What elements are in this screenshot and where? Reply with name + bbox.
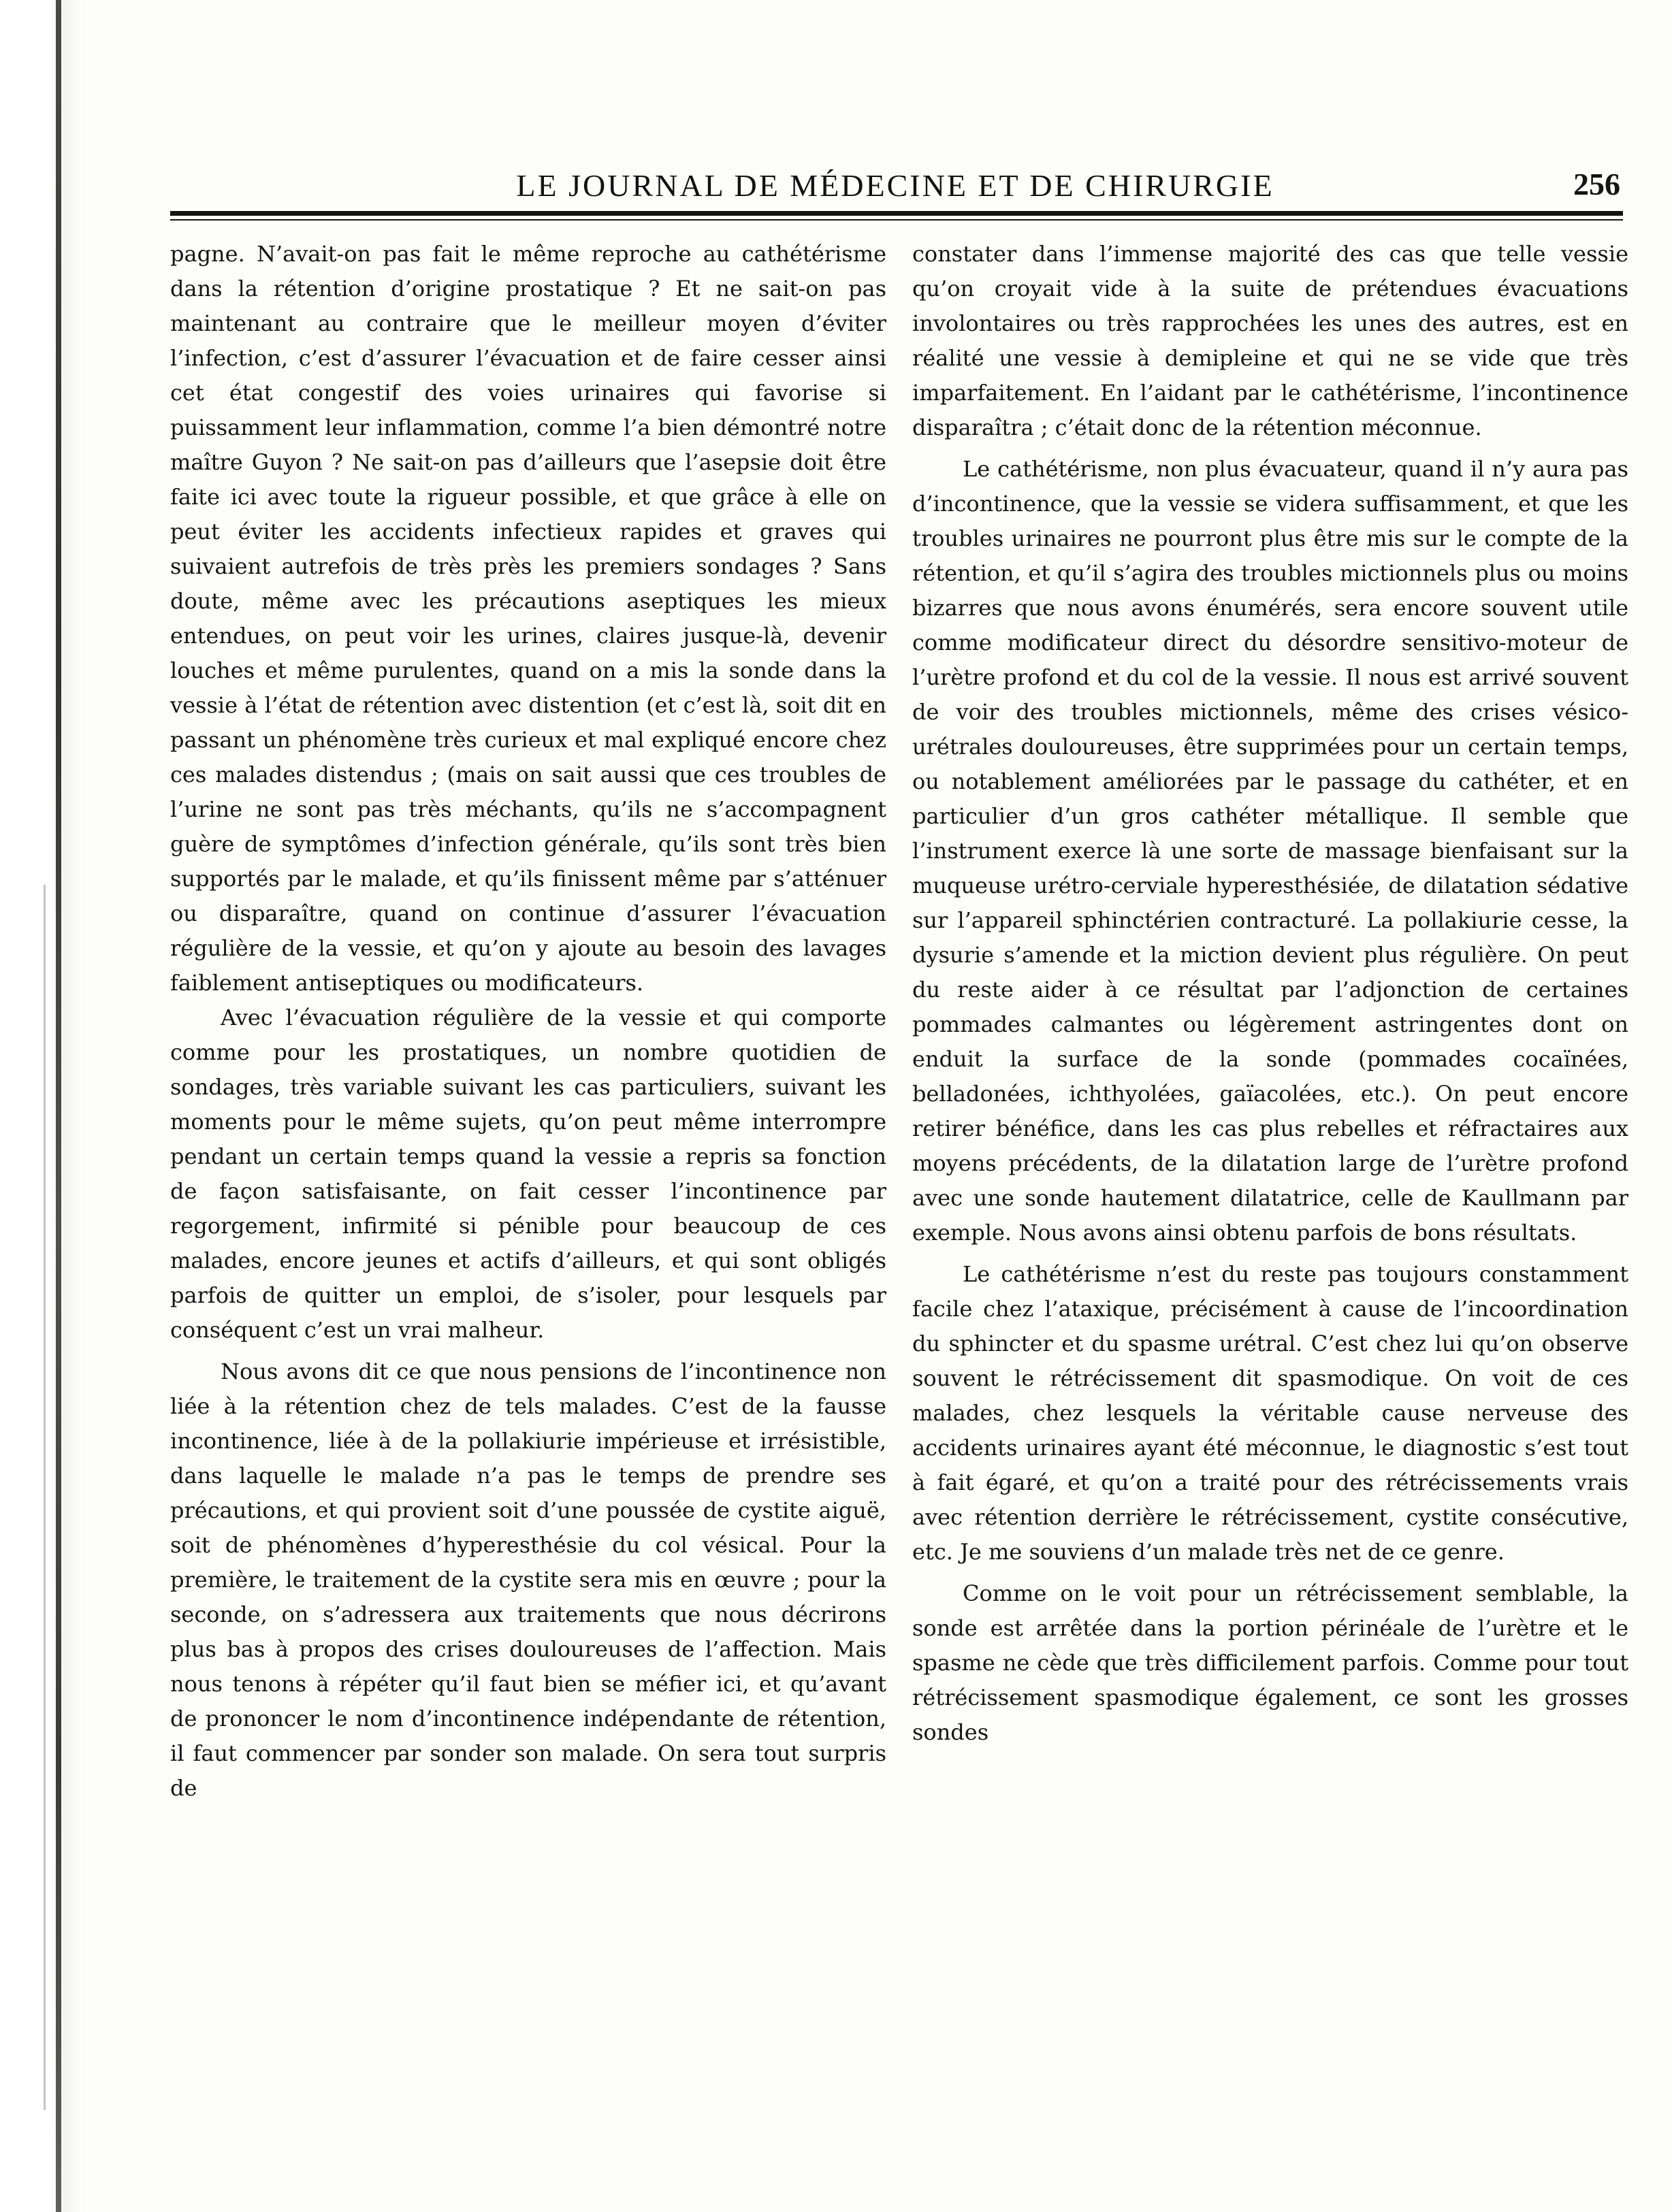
binding-shadow-line [56,0,61,2212]
left-column [170,237,886,2170]
header-rule-thick [170,211,1623,216]
paragraph: constater dans l’immense majorité des cas que telle vessie qu’on croyait vide à la suite de prétendues évacuations involontaires ou très rapprochées les unes des autres, est en réalité une vessie à demipleine et qui ne se vide que très imparfaitement. En l’aidant par le cathétérisme, l’incontinence disparaîtra ; c’était donc de la rétention méconnue. [912,241,1628,440]
header-rule-thin [170,219,1623,221]
binding-shadow-faint [44,885,46,2110]
page-binding-edge [0,0,82,2212]
right-column [912,237,1628,2170]
paragraph: pagne. N’avait-on pas fait le même reproche au cathétérisme dans la rétention d’origine prostatique ? Et ne sait-on pas maintenant au contraire que le meilleur moyen d’éviter l’infection, c’est d’assurer l’évacuation et de faire cesser ainsi cet état congestif des voies urinaires qui favorise si puissamment leur inflammation, comme l’a bien démontré notre maître Guyon ? Ne sait-on pas d’ailleurs que l’asepsie doit être faite ici avec toute la rigueur possible, et que grâce à elle on peut éviter les accidents infectieux rapides et graves qui suivaient autrefois de très près les premiers sondages ? Sans doute, même avec les précautions aseptiques les mieux entendues, on peut voir les urines, claires jusque-là, devenir louches et même purulentes, quand on a mis la sonde dans la vessie à l’état de rétention avec distention (et c’est là, soit dit en passant un phénomène très curieux et mal expliqué encore chez ces malades distendus ; (mais on sait aussi que ces troubles de l’urine ne sont pas très méchants, qu’ils ne s’accompagnent guère de symptômes d’infection générale, qu’ils sont très bien supportés par le malade, et qu’ils finissent même par s’atténuer ou disparaître, quand on continue d’assurer l’évacuation régulière de la vessie, et qu’on y ajoute au besoin des lavages faiblement antiseptiques ou modificateurs. [170,241,886,996]
paragraph: Avec l’évacuation régulière de la vessie et qui comporte comme pour les prostatiques, un nombre quotidien de sondages, très variable suivant les cas particuliers, suivant les moments pour le même sujets, qu’on peut même interrompre pendant un certain temps quand la vessie a repris sa fonction de façon satisfaisante, on fait cesser l’incontinence par regorgement, infirmité si pénible pour beaucoup de ces malades, encore jeunes et actifs d’ailleurs, et qui sont obligés parfois de quitter un emploi, de s’isoler, pour lesquels par conséquent c’est un vrai malheur. [170,1005,886,1343]
paragraph: Le cathétérisme, non plus évacuateur, quand il n’y aura pas d’incontinence, que la vessie se videra suffisamment, et que les troubles urinaires ne pourront plus être mis sur le compte de la rétention, et qu’il s’agira des troubles mictionnels plus ou moins bizarres que nous avons énumérés, sera encore souvent utile comme modificateur direct du désordre sensitivo-moteur de l’urètre profond et du col de la vessie. Il nous est arrivé souvent de voir des troubles mictionnels, même des crises vésico-urétrales douloureuses, être supprimées pour un certain temps, ou notablement améliorées par le passage du cathéter, et en particulier d’un gros cathéter métallique. Il semble que l’instrument exerce là une sorte de massage bienfaisant sur la muqueuse urétro-cerviale hyperesthésiée, de dilatation sédative sur l’appareil sphinctérien contracturé. La pollakiurie cesse, la dysurie s’amende et la miction devient plus régulière. On peut du reste aider à ce résultat par l’adjonction de certaines pommades calmantes ou légèrement astringentes dont on enduit la surface de la sonde (pommades cocaïnées, belladonées, ichthyolées, gaïacolées, etc.). On peut encore retirer bénéfice, dans les cas plus rebelles et réfractaires aux moyens précédents, de la dilatation large de l’urètre profond avec une sonde hautement dilatatrice, celle de Kaullmann par exemple. Nous avons ainsi obtenu parfois de bons résultats. [912,456,1628,1246]
running-title: LE JOURNAL DE MÉDECINE ET DE CHIRURGIE [516,168,1274,203]
paragraph: Le cathétérisme n’est du reste pas toujours constamment facile chez l’ataxique, précisément à cause de l’incoordination du sphincter et du spasme urétral. C’est chez lui qu’on observe souvent le rétrécissement dit spasmodique. On voit de ces malades, chez lesquels la véritable cause nerveuse des accidents urinaires ayant été méconnue, le diagnostic s’est tout à fait égaré, et qu’on a traité pour des rétrécissements vrais avec rétention derrière le rétrécissement, cystite consécutive, etc. Je me souviens d’un malade très net de ce genre. [912,1261,1628,1565]
paragraph: Comme on le voit pour un rétrécissement semblable, la sonde est arrêtée dans la portion périnéale de l’urètre et le spasme ne cède que très difficilement parfois. Comme pour tout rétrécissement spasmodique également, ce sont les grosses sondes [912,1580,1628,1745]
page-number: 256 [1573,167,1620,201]
paragraph: Nous avons dit ce que nous pensions de l’incontinence non liée à la rétention chez de tels malades. C’est de la fausse incontinence, liée à de la pollakiurie impérieuse et irrésistible, dans laquelle le malade n’a pas le temps de prendre ses précautions, et qui provient soit d’une poussée de cystite aiguë, soit de phénomènes d’hyperesthésie du col vésical. Pour la première, le traitement de la cystite sera mis en œuvre ; pour la seconde, on s’adressera aux traitements que nous décrirons plus bas à propos des crises douloureuses de l’affection. Mais nous tenons à répéter qu’il faut bien se méfier ici, et qu’avant de prononcer le nom d’incontinence indépendante de rétention, il faut commencer par sonder son malade. On sera tout surpris de [170,1359,886,1801]
